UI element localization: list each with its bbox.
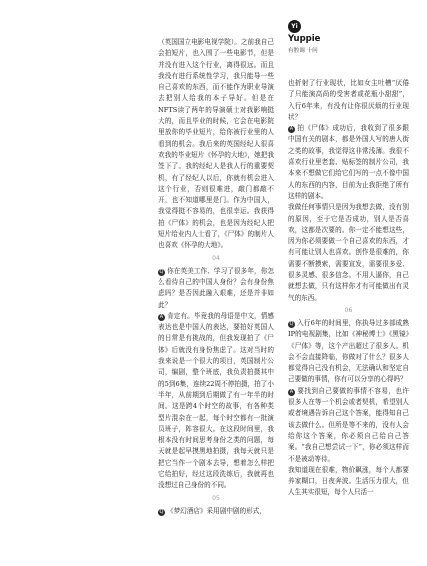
question-text: 你在英美工作、学习了很多年，你怎么看待自己的中国人身份？会有身份焦虑吗？是否因此融入艰难，还是并非如此？ <box>158 266 274 309</box>
answer-text: 要找到自己要做的事情不容易，也许很多人在等一个机会或者契机，希望别人或者境遇告诉自己这个答案，能得知自己该去做什么。但所是等不来的，没有人会给你这个答案，你必须自己给自己答案。“我自己想尝试一下”，你必须这样而不是被动等待。 <box>288 386 409 463</box>
left-column <box>158 37 274 517</box>
paragraph: 我做任何事情只是因为我想去做，没有别的原因，至于它是否成功，别人是否喜欢，这都是次要的。你一定不能想这些，因为你必须要做一个自己喜欢的东西，才有可能让别人也喜欢。创作是很难的，你需要不断摸索，需要宣发，需要很多爱、很多灵感、很多信念。不用人逼你，自己就想去做，只有这样你才有可能做出有灵气的东西。 <box>288 203 409 302</box>
question <box>158 266 274 311</box>
question-marker-icon: Q <box>289 320 294 327</box>
answer-text: 拍《尸体》成功后，我收到了很多跟中国有关的剧本，都是外国人写的唐人街之类的故事，我觉得这非常浅薄。我很不喜欢行业里老套、贴标签的制片公司，我本来不想做它们给它们写的一点不像中国人的东西的内容，目前为止我拒绝了所有这样的剧本。 <box>288 124 409 200</box>
paragraph: 我知道现在很难，物价飙涨，每个人都要养家糊口，日夜奔波。生活压力很大，但人生其实很短，每个人只活一 <box>288 465 409 497</box>
question <box>288 318 409 386</box>
answer-marker-icon: A <box>289 126 294 133</box>
answer-marker-icon: A <box>289 388 294 395</box>
right-column <box>288 78 409 499</box>
question-text: 入行6年的时间里，你执导过多部成熟IP的电视剧集，比如《神秘博士》《黑镜》《尸体》等，这个产出超过了很多人。机会不会直接降临，你做对了什么？很多人都觉得自己没有机会，无法确认和坚定自己要做的事情，你有可以分享的心得吗？ <box>288 318 409 384</box>
page-number: 06 <box>344 306 353 314</box>
answer <box>288 386 409 465</box>
page-number: 04 <box>212 254 220 262</box>
brand-title: Yuppie <box>288 34 321 44</box>
answer <box>288 123 409 202</box>
column-header <box>288 20 418 70</box>
question-text: 《梦幻酒店》采用剧中剧的形式， <box>167 506 266 515</box>
answer <box>158 311 274 492</box>
question-marker-icon: Q <box>159 268 164 275</box>
answer-text: 肯定有。毕竟我的母语是中文，情感表达也是中国人的表达，要拍好英国人的日常是有挑战的，但我发现拍了《尸体》后就没有身份焦虑了。这对当时的我来说是一个很大的项目，英国制片公司，编剧，整个班底，我负责拍摄其中的5到6集，连续22周不停拍摄，拍了小半年，从前期到后期做了有一年半的时间。这是跨4个时空的故事，有各种类型片混杂在一起，每个时空都有一批演员班子，阵容很大。在这段时间里，我根本没有时间思考身份之类的问题，每天就是起早摸黑地拍摄，我每天就只是把它当作一个剧本去导，想着怎么样把它给拍好，经过这段洗练后，我就再也没想过自己身份的不同。 <box>158 311 274 490</box>
question <box>158 506 274 517</box>
paragraph: 也折射了行业现状，比如女主吐槽“厌倦了只能演高尚的受害者或花瓶小甜甜”，入行6年来，有没有让你很厌烦的行业现状？ <box>288 79 409 121</box>
page-number: 05 <box>212 494 220 502</box>
brand-subtitle: 有腔调 十问 <box>288 48 318 54</box>
paragraph: （英国国立电影电视学院）。之前我自己会拍短片，也入围了一些电影节，但是并没有进入这个行业，离得很远。而且我没有进行系统性学习，我只能导一些自己喜欢的东西，而不能作为职业导演去把别人给我的本子导好。但是在NFTS读了两年的导演硕士对我影响挺大的，而且毕业的时候，它会在电影院里放你的毕业短片，给你被行业里的人看到的机会。我后来的英国经纪人很喜欢我的毕业短片《怀孕的大地》，她把我签下了。我的经纪人是我人行的重要契机，有了经纪人以后，你就有机会进入这个行业，否则很难进，敲门都敲不开，也不知道哪里是门。作为中国人，我觉得挺不容易的，也很幸运。我获得拍《尸体》的机会，也是因为经纪人把短片给业内人士看了，《尸体》的制片人也喜欢《怀孕的大地》。 <box>158 38 274 250</box>
answer-marker-icon: A <box>159 313 164 320</box>
question-marker-icon: Q <box>159 508 164 515</box>
yuppie-logo-icon: Yi <box>288 20 301 33</box>
